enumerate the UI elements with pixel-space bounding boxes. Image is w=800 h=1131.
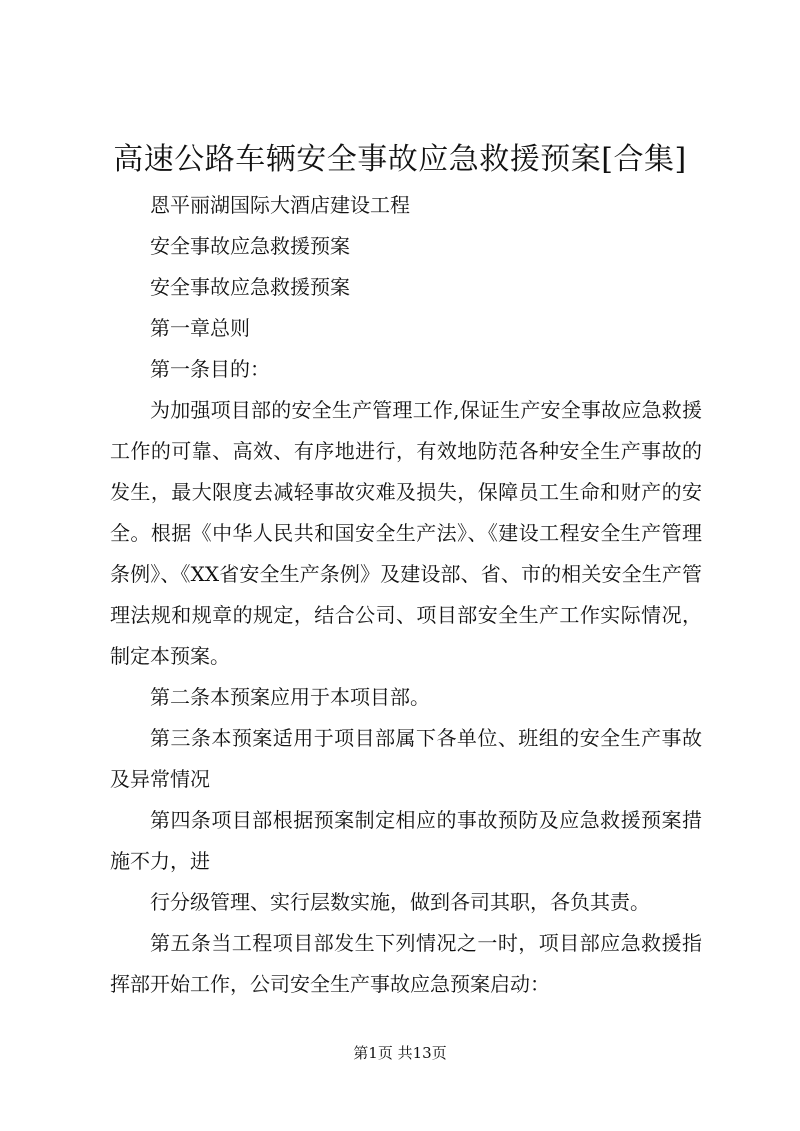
paragraph-article-two: 第二条本预案应用于本项目部。 — [150, 685, 430, 709]
paragraph-chapter-one: 第一章总则 — [150, 316, 250, 340]
document-body — [110, 185, 702, 1005]
paragraph-plan-heading-1: 安全事故应急救援预案 — [150, 234, 350, 258]
paragraph-purpose: 为加强项目部的安全生产管理工作,保证生产安全事故应急救援工作的可靠、高效、有序地进行，有效地防范各种安全生产事故的发生，最大限度去减轻事故灾难及损失，保障员工生命和财产的安全。根据《中华人民共和国安全生产法》、《建设工程安全生产管理条例》、《XX省安全生产条例》及建设部、省、市的相关安全生产管理法规和规章的规定，结合公司、项目部安全生产工作实际情况，制定本预案。 — [110, 398, 702, 668]
paragraph-article-one: 第一条目的： — [150, 357, 270, 381]
paragraph-plan-heading-2: 安全事故应急救援预案 — [150, 275, 350, 299]
paragraph-project-name: 恩平丽湖国际大酒店建设工程 — [150, 193, 410, 217]
paragraph-article-five: 第五条当工程项目部发生下列情况之一时，项目部应急救援指挥部开始工作，公司安全生产事故应急预案启动： — [110, 931, 702, 996]
paragraph-article-three: 第三条本预案适用于项目部属下各单位、班组的安全生产事故及异常情况 — [110, 726, 702, 791]
paragraph-article-four: 第四条项目部根据预案制定相应的事故预防及应急救援预案措施不力，进 — [110, 808, 702, 873]
document-title: 高速公路车辆安全事故应急救援预案[合集] — [113, 142, 687, 177]
page-number: 第1页 共13页 — [353, 1044, 447, 1062]
paragraph-article-four-cont: 行分级管理、实行层数实施，做到各司其职，各负其责。 — [150, 890, 650, 914]
